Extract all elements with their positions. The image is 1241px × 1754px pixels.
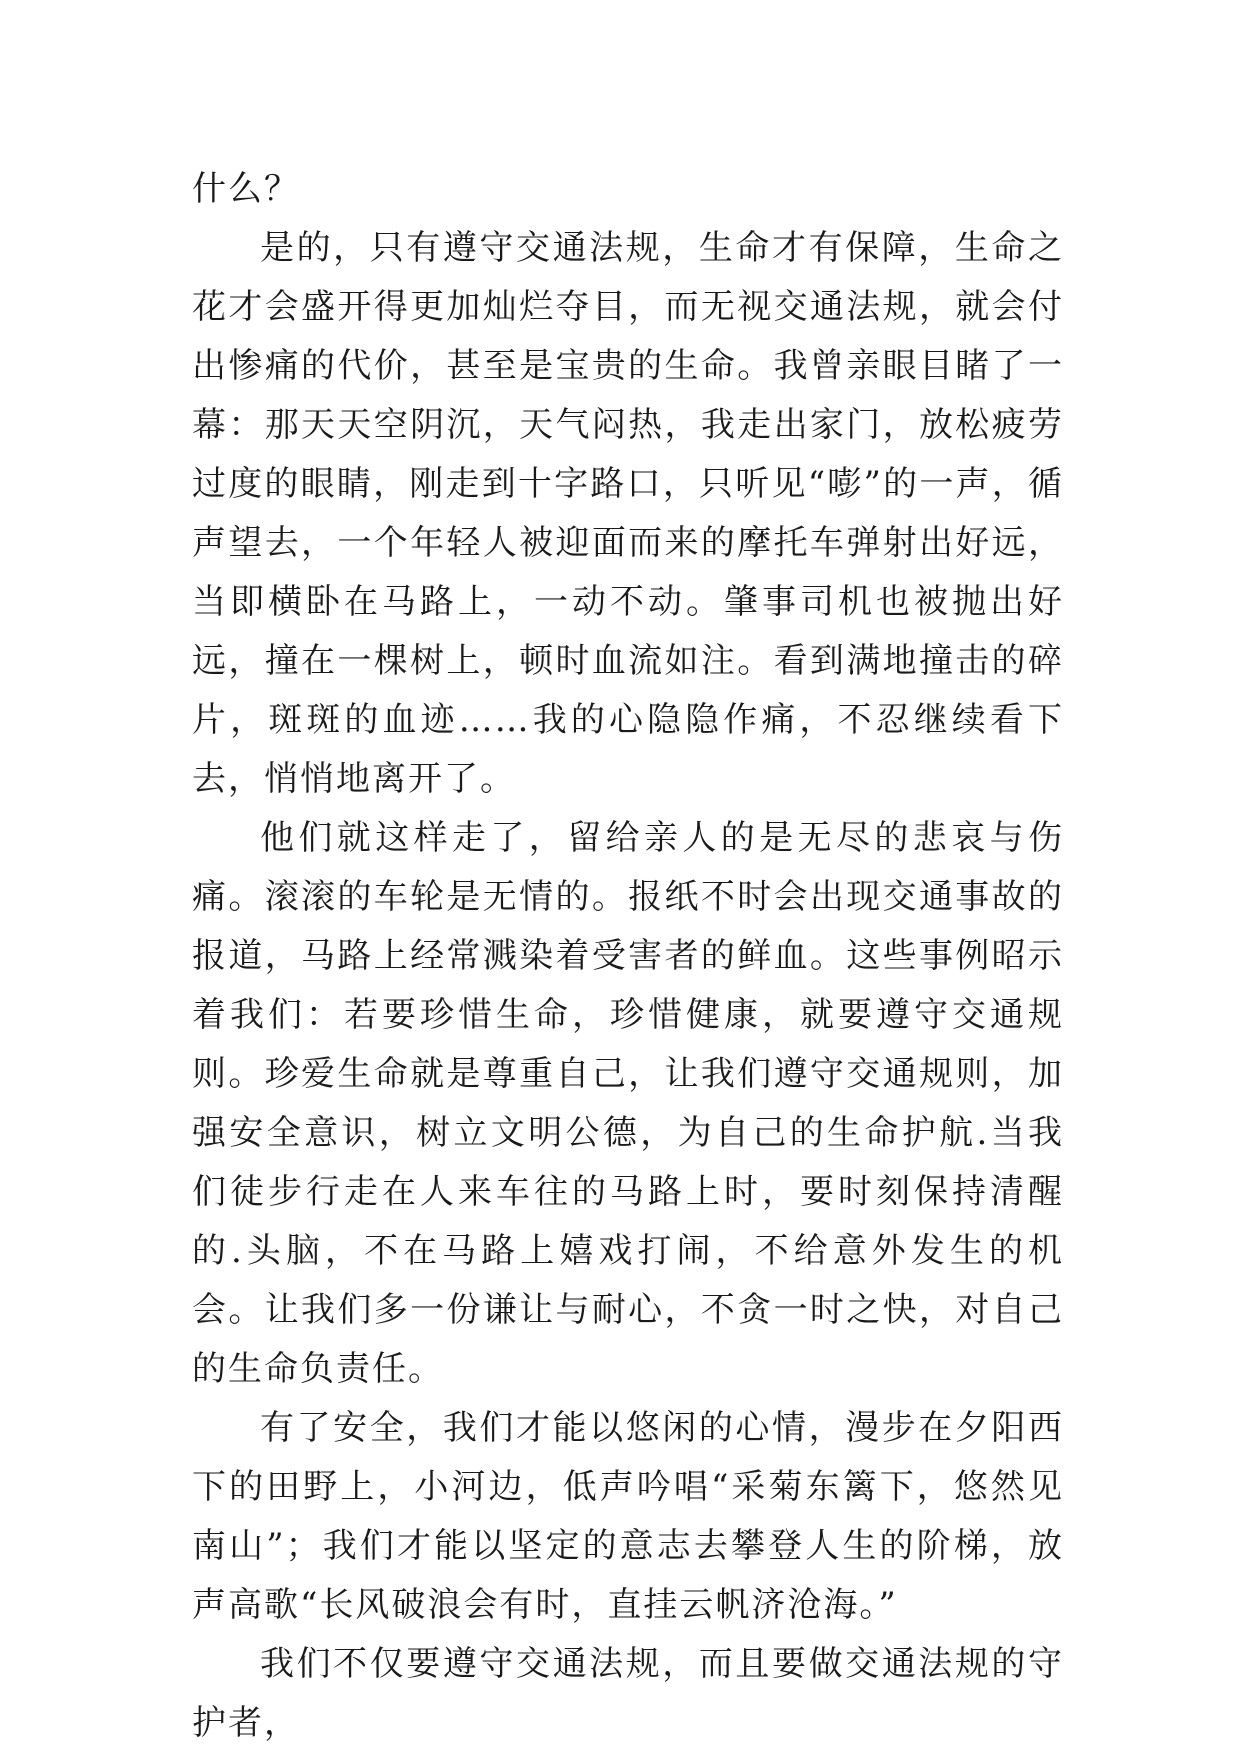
paragraph-guardians: 我们不仅要遵守交通法规，而且要做交通法规的守护者， — [192, 1644, 1064, 1743]
paragraph-cherish-life: 他们就这样走了，留给亲人的是无尽的悲哀与伤痛。滚滚的车轮是无情的。报纸不时会出现交通事故的报道，马路上经常溅染着受害者的鲜血。这些事例昭示着我们：若要珍惜生命，珍惜健康，就要遵守交通规则。珍爱生命就是尊重自己，让我们遵守交通规则，加强安全意识，树立文明公德，为自己的生命护航.当我们徒步行走在人来车往的马路上时，要时刻保持清醒的.头脑，不在马路上嬉戏打闹，不给意外发生的机会。让我们多一份谦让与耐心，不贪一时之快，对自己的生命负责任。 — [192, 818, 1064, 1389]
document-body — [192, 160, 1064, 1753]
paragraph-continuation: 什么？ — [192, 169, 300, 209]
paragraph-safety-poetry: 有了安全，我们才能以悠闲的心情，漫步在夕阳西下的田野上，小河边，低声吟唱“采菊东篱下，悠然见南山”；我们才能以坚定的意志去攀登人生的阶梯，放声高歌“长风破浪会有时，直挂云帆济沧海。” — [192, 1408, 1064, 1625]
paragraph-witness-accident: 是的，只有遵守交通法规，生命才有保障，生命之花才会盛开得更加灿烂夺目，而无视交通法规，就会付出惨痛的代价，甚至是宝贵的生命。我曾亲眼目睹了一幕：那天天空阴沉，天气闷热，我走出家门，放松疲劳过度的眼睛，刚走到十字路口，只听见“嘭”的一声，循声望去，一个年轻人被迎面而来的摩托车弹射出好远，当即横卧在马路上，一动不动。肇事司机也被抛出好远，撞在一棵树上，顿时血流如注。看到满地撞击的碎片，斑斑的血迹……我的心隐隐作痛，不忍继续看下去，悄悄地离开了。 — [192, 228, 1064, 799]
